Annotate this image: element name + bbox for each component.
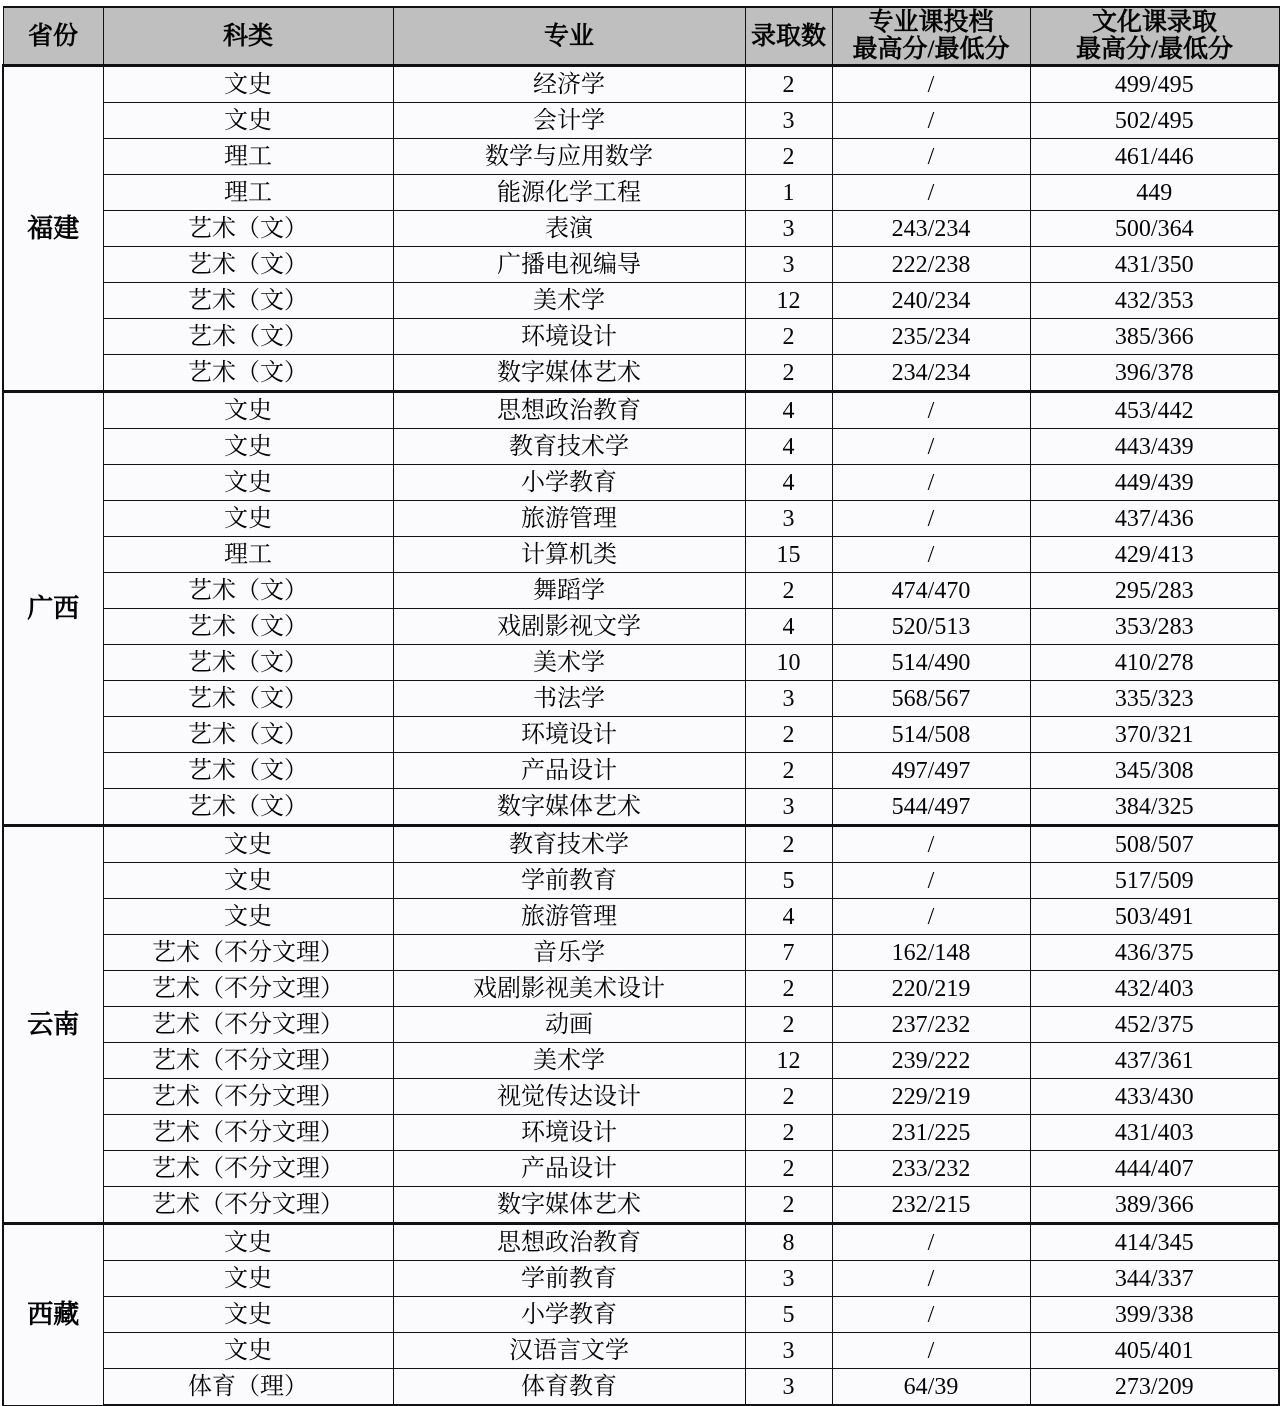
admitted-count-cell: 5 [745,863,832,899]
category-cell: 体育（理） [103,1369,393,1406]
major-score-cell: / [832,139,1030,175]
major-cell: 戏剧影视文学 [393,609,745,645]
culture-score-cell: 414/345 [1030,1224,1279,1261]
admitted-count-cell: 4 [745,609,832,645]
table-row [3,899,1279,935]
admitted-count-cell: 2 [745,1115,832,1151]
category-cell: 文史 [103,392,393,429]
major-cell: 汉语言文学 [393,1333,745,1369]
category-cell: 文史 [103,429,393,465]
major-score-cell: / [832,392,1030,429]
culture-score-cell: 429/413 [1030,537,1279,573]
admitted-count-cell: 2 [745,1151,832,1187]
category-cell: 艺术（文） [103,645,393,681]
major-cell: 教育技术学 [393,429,745,465]
major-cell: 数字媒体艺术 [393,1187,745,1224]
culture-score-cell: 503/491 [1030,899,1279,935]
major-cell: 视觉传达设计 [393,1079,745,1115]
major-score-cell: / [832,103,1030,139]
category-cell: 文史 [103,863,393,899]
major-score-cell: 233/232 [832,1151,1030,1187]
category-cell: 艺术（不分文理） [103,1007,393,1043]
admitted-count-cell: 3 [745,501,832,537]
major-cell: 美术学 [393,1043,745,1079]
admitted-count-cell: 4 [745,899,832,935]
table-row [3,1333,1279,1369]
column-header-major-score [832,7,1030,66]
major-score-cell: / [832,826,1030,863]
category-cell: 艺术（文） [103,717,393,753]
category-cell: 艺术（文） [103,247,393,283]
table-row [3,681,1279,717]
major-cell: 学前教育 [393,1261,745,1297]
category-cell: 艺术（不分文理） [103,935,393,971]
table-row [3,826,1279,863]
major-score-cell: 232/215 [832,1187,1030,1224]
major-cell: 会计学 [393,103,745,139]
table-row [3,717,1279,753]
category-cell: 艺术（文） [103,681,393,717]
major-score-cell: 237/232 [832,1007,1030,1043]
major-score-subtitle: 最高分/最低分 [852,36,1010,63]
culture-score-cell: 500/364 [1030,211,1279,247]
column-header-culture-score [1030,7,1279,66]
admitted-count-cell: 2 [745,319,832,355]
major-cell: 动画 [393,1007,745,1043]
major-cell: 小学教育 [393,465,745,501]
category-cell: 文史 [103,1333,393,1369]
culture-score-cell: 385/366 [1030,319,1279,355]
table-row [3,465,1279,501]
major-cell: 产品设计 [393,753,745,789]
culture-score-subtitle: 最高分/最低分 [1076,36,1233,63]
table-row [3,355,1279,392]
column-header-admitted-count: 录取数 [745,7,832,66]
major-score-cell: 544/497 [832,789,1030,826]
category-cell: 艺术（文） [103,753,393,789]
culture-score-cell: 436/375 [1030,935,1279,971]
table-row [3,319,1279,355]
major-score-cell: / [832,66,1030,103]
category-cell: 艺术（文） [103,355,393,392]
major-score-cell: 474/470 [832,573,1030,609]
admitted-count-cell: 2 [745,753,832,789]
culture-score-cell: 437/436 [1030,501,1279,537]
major-score-cell: / [832,1261,1030,1297]
admitted-count-cell: 3 [745,211,832,247]
category-cell: 文史 [103,103,393,139]
major-score-cell: / [832,501,1030,537]
category-cell: 文史 [103,1261,393,1297]
major-cell: 数字媒体艺术 [393,789,745,826]
major-cell: 思想政治教育 [393,392,745,429]
table-row [3,283,1279,319]
category-cell: 文史 [103,66,393,103]
category-cell: 艺术（不分文理） [103,1079,393,1115]
major-cell: 舞蹈学 [393,573,745,609]
category-cell: 文史 [103,501,393,537]
major-cell: 环境设计 [393,1115,745,1151]
culture-score-cell: 452/375 [1030,1007,1279,1043]
admitted-count-cell: 2 [745,971,832,1007]
table-row [3,103,1279,139]
culture-score-cell: 431/403 [1030,1115,1279,1151]
table-row [3,789,1279,826]
admitted-count-cell: 1 [745,175,832,211]
culture-score-cell: 370/321 [1030,717,1279,753]
major-score-cell: 240/234 [832,283,1030,319]
admitted-count-cell: 2 [745,1187,832,1224]
category-cell: 文史 [103,826,393,863]
admitted-count-cell: 12 [745,1043,832,1079]
admitted-count-cell: 4 [745,392,832,429]
major-cell: 广播电视编导 [393,247,745,283]
major-score-cell: 520/513 [832,609,1030,645]
province-cell: 广西 [3,392,103,826]
major-cell: 戏剧影视美术设计 [393,971,745,1007]
culture-score-cell: 432/353 [1030,283,1279,319]
admitted-count-cell: 2 [745,139,832,175]
major-score-cell: / [832,899,1030,935]
culture-score-cell: 273/209 [1030,1369,1279,1406]
major-cell: 美术学 [393,283,745,319]
admitted-count-cell: 7 [745,935,832,971]
table-row [3,753,1279,789]
culture-score-cell: 449/439 [1030,465,1279,501]
admitted-count-cell: 12 [745,283,832,319]
major-cell: 旅游管理 [393,501,745,537]
admitted-count-cell: 2 [745,573,832,609]
culture-score-cell: 335/323 [1030,681,1279,717]
major-cell: 经济学 [393,66,745,103]
table-row [3,1187,1279,1224]
category-cell: 文史 [103,1297,393,1333]
admitted-count-cell: 3 [745,681,832,717]
table-row [3,1115,1279,1151]
table-row [3,66,1279,103]
admitted-count-cell: 4 [745,465,832,501]
culture-score-cell: 432/403 [1030,971,1279,1007]
major-cell: 计算机类 [393,537,745,573]
major-score-cell: 220/219 [832,971,1030,1007]
culture-score-cell: 508/507 [1030,826,1279,863]
major-cell: 产品设计 [393,1151,745,1187]
major-score-cell: 229/219 [832,1079,1030,1115]
category-cell: 艺术（文） [103,789,393,826]
culture-score-cell: 405/401 [1030,1333,1279,1369]
table-header [3,7,1279,66]
category-cell: 艺术（不分文理） [103,1151,393,1187]
culture-score-cell: 431/350 [1030,247,1279,283]
major-score-cell: 514/508 [832,717,1030,753]
major-score-cell: / [832,1297,1030,1333]
major-score-cell: 231/225 [832,1115,1030,1151]
category-cell: 文史 [103,899,393,935]
culture-score-cell: 389/366 [1030,1187,1279,1224]
major-cell: 教育技术学 [393,826,745,863]
table-body [3,66,1279,1406]
major-score-cell: / [832,863,1030,899]
admitted-count-cell: 5 [745,1297,832,1333]
table-row [3,175,1279,211]
table-row [3,211,1279,247]
table-row [3,1007,1279,1043]
culture-score-cell: 443/439 [1030,429,1279,465]
major-cell: 数学与应用数学 [393,139,745,175]
admissions-table [2,6,1280,1406]
admitted-count-cell: 2 [745,66,832,103]
table-row [3,1151,1279,1187]
major-score-cell: 235/234 [832,319,1030,355]
major-cell: 学前教育 [393,863,745,899]
culture-score-cell: 396/378 [1030,355,1279,392]
category-cell: 艺术（不分文理） [103,1187,393,1224]
table-row [3,392,1279,429]
category-cell: 文史 [103,465,393,501]
table-row [3,1261,1279,1297]
major-score-cell: 239/222 [832,1043,1030,1079]
culture-score-cell: 384/325 [1030,789,1279,826]
major-cell: 环境设计 [393,319,745,355]
category-cell: 艺术（文） [103,211,393,247]
category-cell: 艺术（文） [103,609,393,645]
header-row [3,7,1279,66]
major-cell: 数字媒体艺术 [393,355,745,392]
culture-score-cell: 461/446 [1030,139,1279,175]
admitted-count-cell: 2 [745,1007,832,1043]
category-cell: 理工 [103,139,393,175]
province-cell: 西藏 [3,1224,103,1406]
category-cell: 理工 [103,537,393,573]
admitted-count-cell: 3 [745,789,832,826]
major-score-cell: 243/234 [832,211,1030,247]
admitted-count-cell: 3 [745,1333,832,1369]
culture-score-title: 文化课录取 [1091,9,1217,36]
admitted-count-cell: 8 [745,1224,832,1261]
culture-score-cell: 499/495 [1030,66,1279,103]
admitted-count-cell: 10 [745,645,832,681]
column-header-province: 省份 [3,7,103,66]
major-score-cell: 234/234 [832,355,1030,392]
table-row [3,1297,1279,1333]
major-score-cell: 64/39 [832,1369,1030,1406]
major-cell: 体育教育 [393,1369,745,1406]
table-row [3,1224,1279,1261]
table-row [3,1043,1279,1079]
admitted-count-cell: 4 [745,429,832,465]
major-cell: 环境设计 [393,717,745,753]
admitted-count-cell: 3 [745,103,832,139]
table-row [3,935,1279,971]
major-cell: 小学教育 [393,1297,745,1333]
admitted-count-cell: 3 [745,1261,832,1297]
category-cell: 理工 [103,175,393,211]
category-cell: 艺术（文） [103,573,393,609]
major-score-title: 专业课投档 [868,9,994,36]
admitted-count-cell: 2 [745,1079,832,1115]
major-score-cell: 514/490 [832,645,1030,681]
major-cell: 能源化学工程 [393,175,745,211]
admitted-count-cell: 2 [745,717,832,753]
admitted-count-cell: 15 [745,537,832,573]
province-cell: 云南 [3,826,103,1224]
major-cell: 旅游管理 [393,899,745,935]
table-row [3,971,1279,1007]
column-header-category: 科类 [103,7,393,66]
major-score-cell: / [832,1224,1030,1261]
culture-score-cell: 295/283 [1030,573,1279,609]
culture-score-cell: 344/337 [1030,1261,1279,1297]
major-score-cell: / [832,1333,1030,1369]
major-cell: 书法学 [393,681,745,717]
table-row [3,501,1279,537]
major-score-cell: 222/238 [832,247,1030,283]
culture-score-cell: 433/430 [1030,1079,1279,1115]
category-cell: 艺术（不分文理） [103,1115,393,1151]
culture-score-cell: 517/509 [1030,863,1279,899]
major-cell: 音乐学 [393,935,745,971]
major-score-cell: / [832,465,1030,501]
culture-score-cell: 444/407 [1030,1151,1279,1187]
category-cell: 艺术（文） [103,283,393,319]
table-row [3,1369,1279,1406]
major-score-cell: / [832,175,1030,211]
table-row [3,863,1279,899]
table-row [3,139,1279,175]
table-row [3,247,1279,283]
column-header-major: 专业 [393,7,745,66]
table-row [3,1079,1279,1115]
table-row [3,645,1279,681]
major-cell: 表演 [393,211,745,247]
culture-score-cell: 410/278 [1030,645,1279,681]
culture-score-cell: 345/308 [1030,753,1279,789]
major-score-cell: 162/148 [832,935,1030,971]
culture-score-cell: 449 [1030,175,1279,211]
culture-score-cell: 502/495 [1030,103,1279,139]
table-row [3,609,1279,645]
major-score-cell: / [832,537,1030,573]
major-score-cell: 568/567 [832,681,1030,717]
major-score-cell: 497/497 [832,753,1030,789]
culture-score-cell: 437/361 [1030,1043,1279,1079]
category-cell: 艺术（不分文理） [103,971,393,1007]
province-cell: 福建 [3,66,103,392]
admitted-count-cell: 2 [745,355,832,392]
culture-score-cell: 453/442 [1030,392,1279,429]
admitted-count-cell: 2 [745,826,832,863]
admitted-count-cell: 3 [745,1369,832,1406]
category-cell: 艺术（文） [103,319,393,355]
admitted-count-cell: 3 [745,247,832,283]
category-cell: 文史 [103,1224,393,1261]
culture-score-cell: 399/338 [1030,1297,1279,1333]
table-row [3,573,1279,609]
major-cell: 美术学 [393,645,745,681]
table-row [3,537,1279,573]
table-row [3,429,1279,465]
major-score-cell: / [832,429,1030,465]
category-cell: 艺术（不分文理） [103,1043,393,1079]
culture-score-cell: 353/283 [1030,609,1279,645]
major-cell: 思想政治教育 [393,1224,745,1261]
